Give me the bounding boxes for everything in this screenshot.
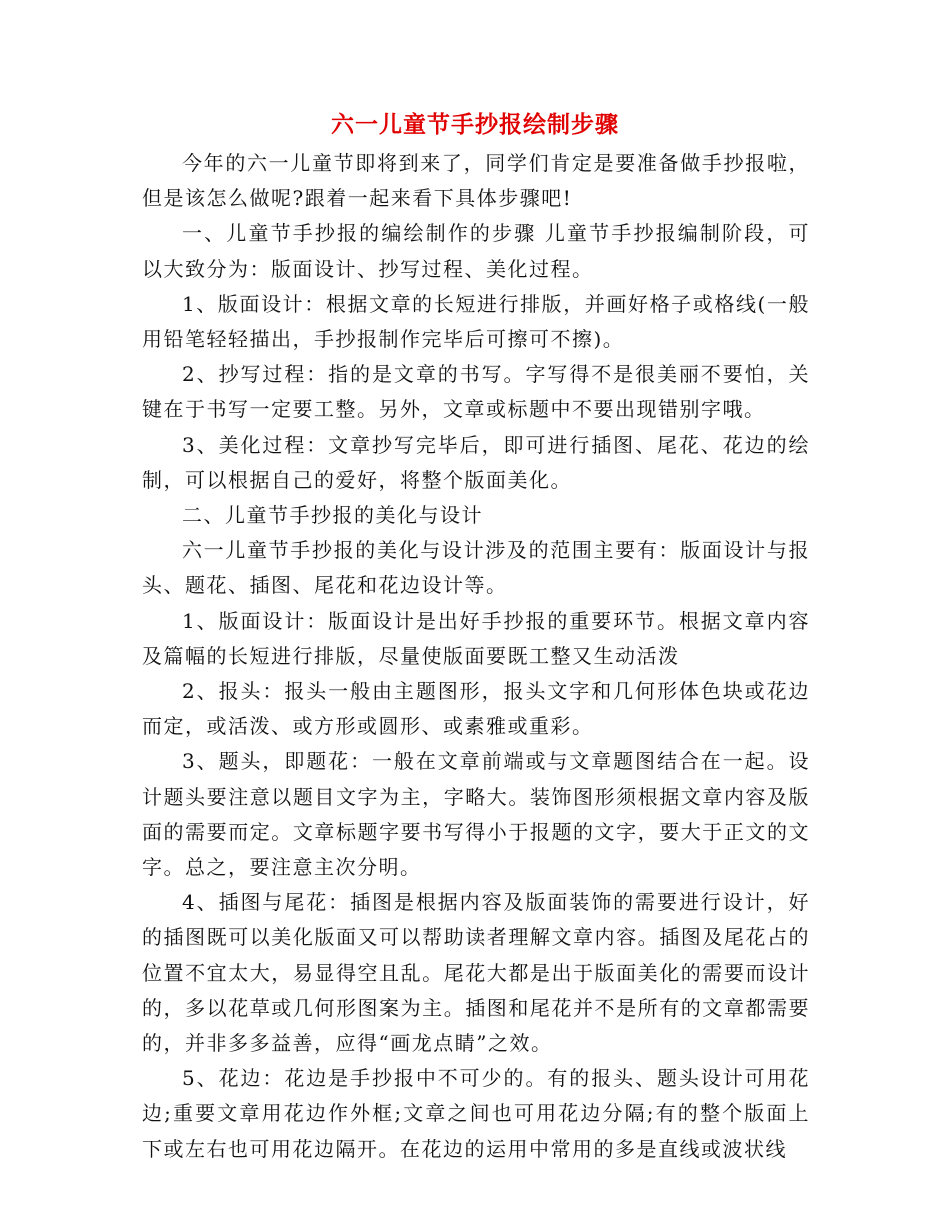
paragraph-title-flower: 3、题头，即题花：一般在文章前端或与文章题图结合在一起。设计题头要注意以题目文字为主，字略大。装饰图形须根据文章内容及版面的需要而定。文章标题字要书写得小于报题的文字，要大于正文的文字。总之，要注意主次分明。 <box>142 749 810 880</box>
paragraph-section-1-heading: 一、儿童节手抄报的编绘制作的步骤 儿童节手抄报编制阶段，可以大致分为：版面设计、抄写过程、美化过程。 <box>142 221 810 281</box>
document-body <box>142 146 810 1167</box>
paragraph-intro: 今年的六一儿童节即将到来了，同学们肯定是要准备做手抄报啦，但是该怎么做呢?跟着一起来看下具体步骤吧! <box>142 151 810 211</box>
paragraph-masthead: 2、报头：报头一般由主题图形，报头文字和几何形体色块或花边而定，或活泼、或方形或圆形、或素雅或重彩。 <box>142 679 810 739</box>
paragraph-beautify-process: 3、美化过程：文章抄写完毕后，即可进行插图、尾花、花边的绘制，可以根据自己的爱好，将整个版面美化。 <box>142 432 810 492</box>
document-title: 六一儿童节手抄报绘制步骤 <box>331 111 619 138</box>
paragraph-copying-process: 2、抄写过程：指的是文章的书写。字写得不是很美丽不要怕，关键在于书写一定要工整。另外，文章或标题中不要出现错别字哦。 <box>142 362 810 422</box>
paragraph-border: 5、花边：花边是手抄报中不可少的。有的报头、题头设计可用花边;重要文章用花边作外框;文章之间也可用花边分隔;有的整个版面上下或左右也可用花边隔开。在花边的运用中常用的多是直线或波状线 <box>142 1066 810 1161</box>
paragraph-layout-design: 1、版面设计：根据文章的长短进行排版，并画好格子或格线(一般用铅笔轻轻描出，手抄报制作完毕后可擦可不擦)。 <box>142 291 810 352</box>
paragraph-section-2-intro: 六一儿童节手抄报的美化与设计涉及的范围主要有：版面设计与报头、题花、插图、尾花和花边设计等。 <box>142 538 810 598</box>
paragraph-layout-design-2: 1、版面设计：版面设计是出好手抄报的重要环节。根据文章内容及篇幅的长短进行排版，尽量使版面要既工整又生动活泼 <box>142 608 810 668</box>
paragraph-illustration: 4、插图与尾花：插图是根据内容及版面装饰的需要进行设计，好的插图既可以美化版面又可以帮助读者理解文章内容。插图及尾花占的位置不宜太大，易显得空且乱。尾花大都是出于版面美化的需要而设计的，多以花草或几何形图案为主。插图和尾花并不是所有的文章都需要的，并非多多益善，应得“画龙点睛”之效。 <box>142 890 810 1056</box>
paragraph-section-2-heading: 二、儿童节手抄报的美化与设计 <box>182 503 483 528</box>
